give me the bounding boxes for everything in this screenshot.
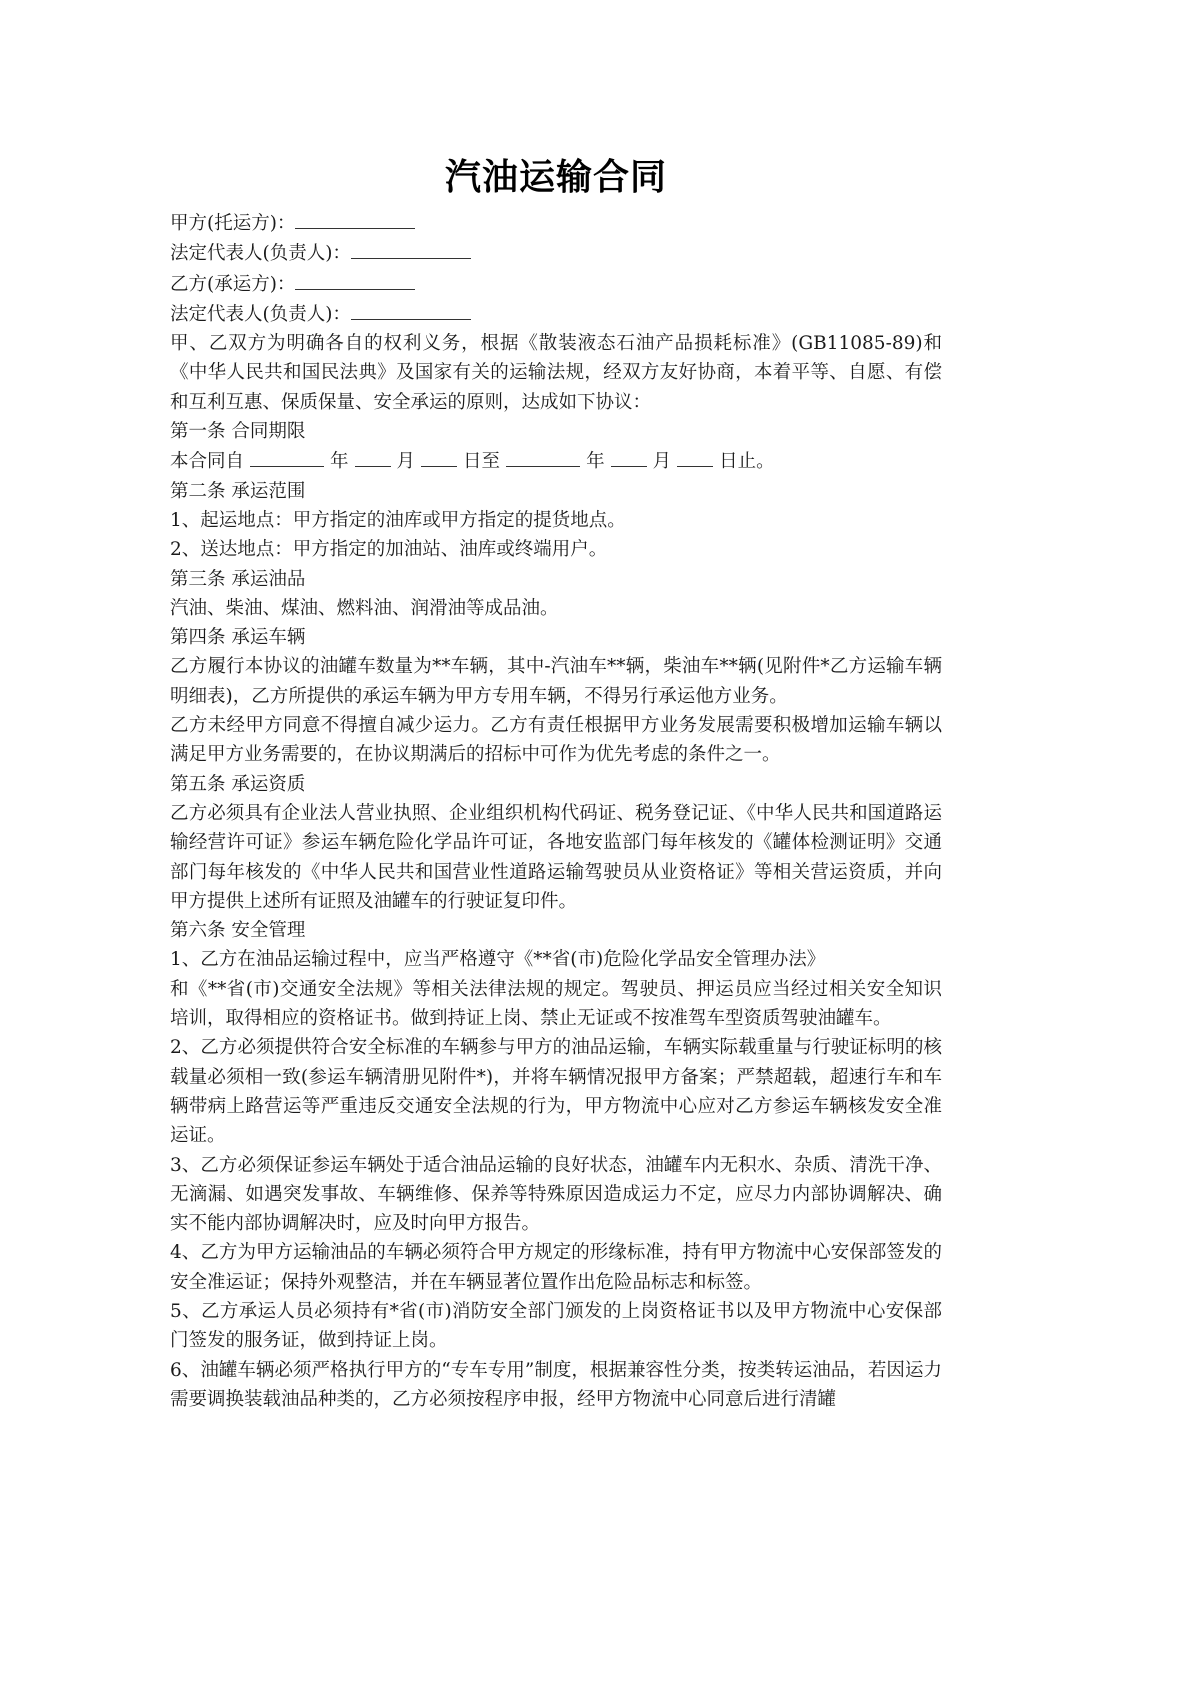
article-6-heading: 第六条 安全管理 — [170, 920, 306, 942]
start-month-blank[interactable] — [355, 446, 391, 467]
party-b-rep-label: 法定代表人(负责人)： — [170, 303, 351, 325]
article-6-para-1: 1、乙方在油品运输过程中，应当严格遵守《**省(市)危险化学品安全管理办法》 — [170, 949, 826, 971]
article-3-heading: 第三条 承运油品 — [170, 568, 306, 590]
end-day-blank[interactable] — [677, 446, 713, 467]
article-5-para-1: 乙方必须具有企业法人营业执照、企业组织机构代码证、税务登记证、《中华人民共和国道路运输经营许可证》参运车辆危险化学品许可证，各地安监部门每年核发的《罐体检测证明》交通部门每年核发的《中华人民共和国营业性道路运输驾驶员从业资格证》等相关营运资质，并向甲方提供上述所有证照及油罐车的行驶证复印件。 — [170, 802, 942, 912]
party-a-label: 甲方(托运方)： — [170, 213, 296, 234]
article-6-para-1-cont: 和《**省(市)交通安全法规》等相关法律法规的规定。驾驶员、押运员应当经过相关安全知识培训，取得相应的资格证书。做到持证上岗、禁止无证或不按准驾车型资质驾驶油罐车。 — [170, 978, 942, 1030]
start-year-blank[interactable] — [250, 446, 324, 467]
article-6-para-3: 3、乙方必须保证参运车辆处于适合油品运输的良好状态，油罐车内无积水、杂质、清洗干净、无滴漏、如遇突发事故、车辆维修、保养等特殊原因造成运力不定，应尽力内部协调解决、确实不能内部协调解决时，应及时向甲方报告。 — [170, 1154, 942, 1235]
article-1-heading: 第一条 合同期限 — [170, 421, 306, 443]
article-2-para-1: 1、起运地点：甲方指定的油库或甲方指定的提货地点。 — [170, 509, 626, 531]
article-6-para-4: 4、乙方为甲方运输油品的车辆必须符合甲方规定的形缘标准，持有甲方物流中心安保部签发的安全准运证；保持外观整洁，并在车辆显著位置作出危险品标志和标签。 — [170, 1242, 942, 1293]
party-a-rep-line — [170, 238, 942, 268]
party-a-rep-blank[interactable] — [351, 238, 471, 259]
preamble: 甲、乙双方为明确各自的权利义务，根据《散装液态石油产品损耗标准》(GB11085-89)和《中华人民共和国民法典》及国家有关的运输法规，经双方友好协商，本着平等、自愿、有偿和互利互惠、保质保量、安全承运的原则，达成如下协议： — [170, 333, 942, 413]
start-day-blank[interactable] — [421, 446, 457, 467]
term-day1: 日至 — [463, 451, 501, 473]
contract-term-line — [170, 446, 942, 476]
term-year2: 年 — [586, 451, 605, 473]
article-2-heading: 第二条 承运范围 — [170, 480, 306, 502]
term-day2: 日止。 — [719, 451, 775, 473]
party-b-label: 乙方(承运方)： — [170, 273, 296, 295]
party-b-rep-line — [170, 299, 942, 329]
party-b-line — [170, 269, 942, 299]
end-year-blank[interactable] — [506, 446, 580, 467]
term-year1: 年 — [330, 451, 349, 473]
party-b-blank[interactable] — [295, 269, 415, 290]
article-2-para-2: 2、送达地点：甲方指定的加油站、油库或终端用户。 — [170, 539, 608, 561]
article-3-para-1: 汽油、柴油、煤油、燃料油、润滑油等成品油。 — [170, 597, 559, 619]
end-month-blank[interactable] — [611, 446, 647, 467]
party-a-rep-label: 法定代表人(负责人)： — [170, 243, 351, 265]
article-6-para-2: 2、乙方必须提供符合安全标准的车辆参与甲方的油品运输，车辆实际载重量与行驶证标明的核载量必须相一致(参运车辆清册见附件*)，并将车辆情况报甲方备案；严禁超载，超速行车和车辆带病上路营运等严重违反交通安全法规的行为，甲方物流中心应对乙方参运车辆核发安全准运证。 — [170, 1037, 942, 1147]
article-4-para-2: 乙方未经甲方同意不得擅自减少运力。乙方有责任根据甲方业务发展需要积极增加运输车辆以满足甲方业务需要的，在协议期满后的招标中可作为优先考虑的条件之一。 — [170, 715, 942, 766]
term-prefix: 本合同自 — [170, 451, 245, 473]
term-month2: 月 — [652, 451, 672, 473]
article-4-heading: 第四条 承运车辆 — [170, 627, 306, 649]
article-5-heading: 第五条 承运资质 — [170, 773, 306, 795]
contract-page — [170, 152, 942, 1414]
article-4-para-1: 乙方履行本协议的油罐车数量为**车辆，其中-汽油车**辆，柴油车**辆(见附件*乙方运输车辆明细表)，乙方所提供的承运车辆为甲方专用车辆，不得另行承运他方业务。 — [170, 656, 942, 707]
document-title: 汽油运输合同 — [444, 157, 667, 198]
article-6-para-6: 6、油罐车辆必须严格执行甲方的“专车专用”制度，根据兼容性分类，按类转运油品，若因运力需要调换装载油品种类的，乙方必须按程序申报，经甲方物流中心同意后进行清罐 — [170, 1359, 942, 1410]
party-a-blank[interactable] — [295, 208, 415, 229]
article-6-para-5: 5、乙方承运人员必须持有*省(市)消防安全部门颁发的上岗资格证书以及甲方物流中心安保部门签发的服务证，做到持证上岗。 — [170, 1300, 942, 1352]
party-b-rep-blank[interactable] — [351, 299, 471, 320]
party-a-line — [170, 208, 942, 238]
term-month1: 月 — [396, 451, 416, 473]
